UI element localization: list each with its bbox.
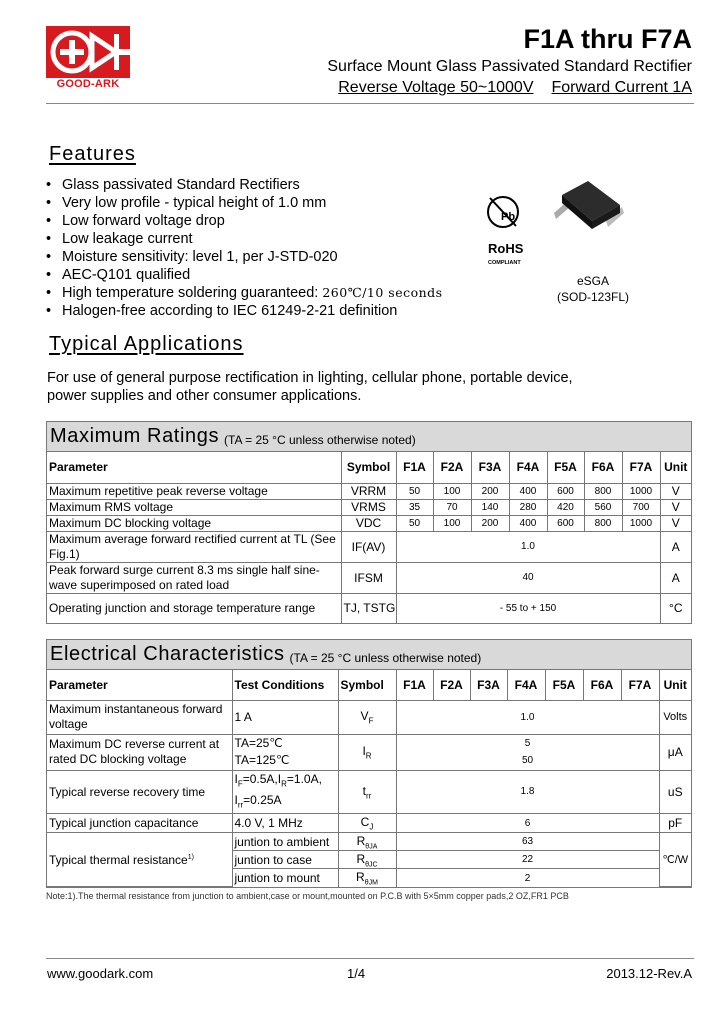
table-row: Operating junction and storage temperature range TJ, TSTG - 55 to + 150 °C xyxy=(47,593,691,623)
maximum-ratings-title-bar: Maximum Ratings (TA = 25 °C unless otherwise noted) xyxy=(47,422,691,452)
subtitle: Surface Mount Glass Passivated Standard Rectifier xyxy=(327,58,692,75)
applications-text: For use of general purpose rectification in lighting, cellular phone, portable device, power supplies and other consumer applications. xyxy=(47,370,573,404)
svg-text:RoHS: RoHS xyxy=(488,241,524,256)
part-title: F1A thru F7A xyxy=(523,24,692,54)
footer-website[interactable]: www.goodark.com xyxy=(47,966,154,981)
reverse-voltage: Reverse Voltage 50~1000V xyxy=(338,79,534,96)
table-row: Typical junction capacitance 4.0 V, 1 MHz $C_J$ 6 pF xyxy=(47,814,691,833)
maximum-ratings-table: Maximum Ratings (TA = 25 °C unless otherwise noted) Parameter Symbol F1A F2A F3A F4A F5A F6A F7A Unit Maximum repetitive peak reverse voltage VRRM 50 100 200 400 600 800 1000 V Maximum RMS voltage VRMS 35 70 140 280 420 560 700 V Maximum DC blocking voltage VDC 50 100 200 400 600 800 1000 V Maximum average forward rectified current at TL (See Fig.1) IF(AV) 1.0 A Peak forward surge current 8.3 ms single half sine-wave superimposed on rated load IFSM 40 A Operating junction and storage temperature range TJ, TSTG - 55 to + 150 °C xyxy=(46,421,692,624)
table-row: Maximum RMS voltage VRMS 35 70 140 280 420 560 700 V xyxy=(47,499,691,515)
features-heading: Features xyxy=(49,143,136,165)
feature-item: • Moisture sensitivity: level 1, per J-STD-020 xyxy=(46,248,443,266)
applications-heading: Typical Applications xyxy=(49,333,244,355)
table-row: Maximum DC reverse current at rated DC blocking voltage TA=25℃ TA=125℃ $I_R$ 5 50 μA xyxy=(47,734,691,770)
header-divider xyxy=(46,103,694,104)
feature-item: • Halogen-free according to IEC 61249-2-21 definition xyxy=(46,302,443,320)
thermal-note: Note:1).The thermal resistance from junction to ambient,case or mount,mounted on P.C.B with 5×5mm copper pads,2 OZ,FR1 PCB xyxy=(46,891,569,901)
table-row: Maximum instantaneous forward voltage 1 A $V_F$ 1.0 Volts xyxy=(47,700,691,734)
table-row: Typical reverse recovery time $I_F=0.5A,I_R=1.0A$, $I_{rr}=0.25A$ $t_{rr}$ 1.8 uS xyxy=(47,770,691,814)
feature-item: • Low forward voltage drop xyxy=(46,212,443,230)
feature-item: • Glass passivated Standard Rectifiers xyxy=(46,176,443,194)
electrical-characteristics-table: Electrical Characteristics (TA = 25 °C unless otherwise noted) Parameter Test Conditions Symbol F1A F2A F3A F4A F5A F6A F7A Unit Maximum instantaneous forward voltage 1 A $V_F$ 1.0 Volts Maximum DC reverse current at rated DC blocking voltage TA=25℃ TA=125℃ $I_R$ 5 50 μA Typical reverse recovery time $I_F=0.5A,I_R=1.0A$, $I_{rr}=0.25A$ $t_{rr}$ 1.8 uS Typical junction capacitance 4.0 V, 1 MHz $C_J$ 6 pF Typical thermal resistance$^{1)}$ juntion to ambient $R_{\theta JA}$ 63 ℃/W juntion to case $R_{\theta JC}$ 22 juntion to mount $R_{\theta JM}$ 2 xyxy=(46,639,692,888)
table-row: Maximum DC blocking voltage VDC 50 100 200 400 600 800 1000 V xyxy=(47,515,691,531)
table-row: Typical thermal resistance$^{1)}$ juntion to ambient $R_{\theta JA}$ 63 ℃/W xyxy=(47,833,691,851)
svg-text:Pb: Pb xyxy=(501,211,516,223)
features-list xyxy=(46,176,443,320)
feature-item: • Very low profile - typical height of 1.0 mm xyxy=(46,194,443,212)
page-number: 1/4 xyxy=(347,966,366,981)
feature-item: • High temperature soldering guaranteed: 260℃/10 seconds xyxy=(46,284,443,302)
footer-divider xyxy=(46,958,694,959)
table-row: juntion to mount $R_{\theta JM}$ 2 xyxy=(47,869,691,887)
logo-text: GOOD-ARK xyxy=(56,78,120,90)
feature-item: • AEC-Q101 qualified xyxy=(46,266,443,284)
rohs-icon xyxy=(478,190,536,274)
package-label: eSGA (SOD-123FL) xyxy=(556,274,630,304)
revision: 2013.12-Rev.A xyxy=(606,966,692,981)
table-row: Maximum average forward rectified current at TL (See Fig.1) IF(AV) 1.0 A xyxy=(47,531,691,562)
table-row: Peak forward surge current 8.3 ms single half sine-wave superimposed on rated load IFSM 40 A xyxy=(47,562,691,593)
forward-current: Forward Current 1A xyxy=(551,79,692,96)
good-ark-logo xyxy=(46,26,130,78)
feature-item: • Low leakage current xyxy=(46,230,443,248)
ratings-line xyxy=(338,79,692,97)
package-image xyxy=(548,175,628,245)
table-row: Maximum repetitive peak reverse voltage VRRM 50 100 200 400 600 800 1000 V xyxy=(47,483,691,499)
electrical-title-bar: Electrical Characteristics (TA = 25 °C unless otherwise noted) xyxy=(47,640,691,670)
svg-text:COMPLIANT: COMPLIANT xyxy=(488,260,521,266)
table-row: juntion to case $R_{\theta JC}$ 22 xyxy=(47,851,691,869)
